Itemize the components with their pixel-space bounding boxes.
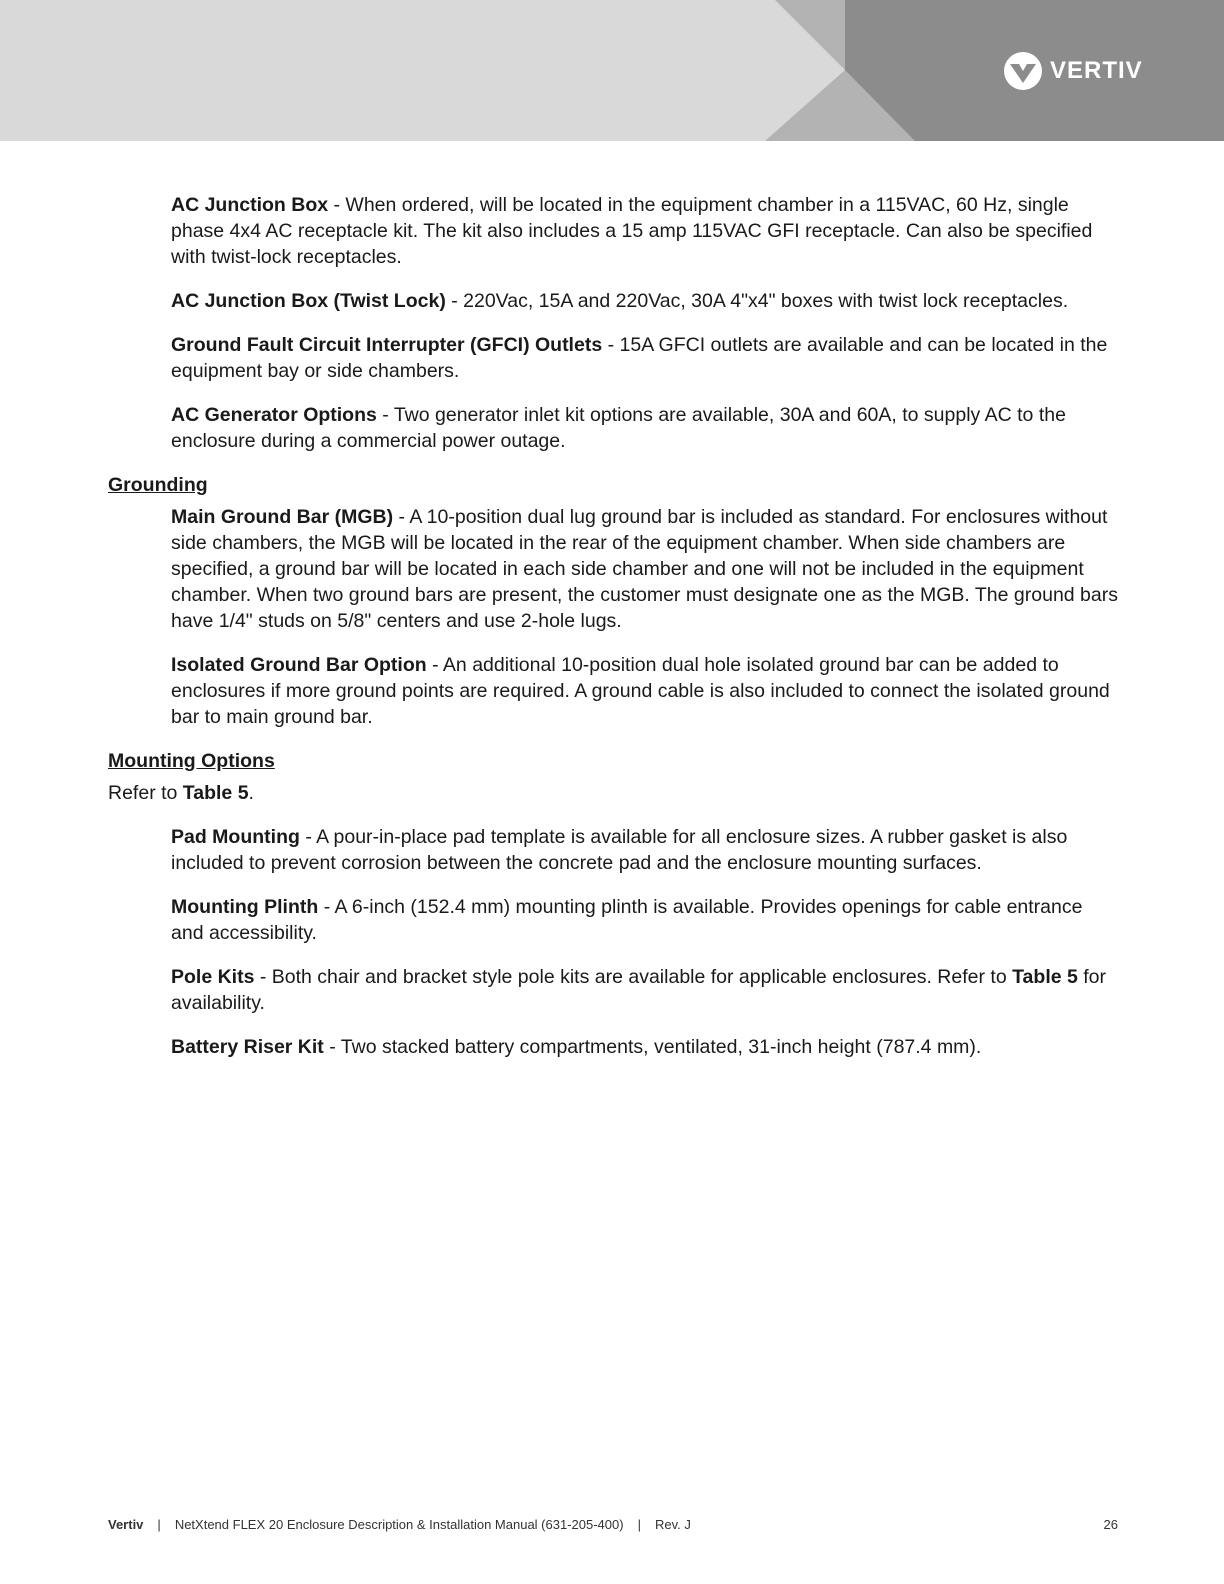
footer-doc-title: NetXtend FLEX 20 Enclosure Description & Installation Manual (631-205-400) [174, 1517, 624, 1532]
item-title: Main Ground Bar (MGB) [171, 506, 394, 528]
page-number: 26 [1103, 1517, 1118, 1532]
logo-text: VERTIV [1050, 57, 1143, 84]
footer-revision: Rev. J [654, 1517, 691, 1532]
vertiv-logo-icon [1004, 52, 1042, 90]
item-pad-mounting [171, 824, 1118, 876]
item-gfci-outlets [171, 332, 1118, 384]
refer-suffix: . [248, 782, 254, 804]
table-5-link[interactable]: Table 5 [1012, 966, 1078, 988]
item-text-suffix: for availability. [171, 966, 1107, 1014]
item-pole-kits [171, 964, 1118, 1016]
item-title: Ground Fault Circuit Interrupter (GFCI) Outlets [171, 334, 603, 356]
refer-line [108, 780, 1118, 806]
item-text: - A pour-in-place pad template is available for all enclosure sizes. A rubber gasket is also included to prevent corrosion between the concrete pad and the enclosure mounting surfaces. [171, 826, 1068, 874]
item-text: - Two stacked battery compartments, ventilated, 31-inch height (787.4 mm). [323, 1036, 982, 1058]
section-heading-grounding: Grounding [108, 474, 208, 496]
item-title: Pole Kits [171, 966, 255, 988]
item-ac-junction-box-twist-lock [171, 288, 1118, 314]
item-text: - When ordered, will be located in the equipment chamber in a 115VAC, 60 Hz, single phase 4x4 AC receptacle kit. The kit also includes a 15 amp 115VAC GFI receptacle. Can also be specified with twist-lock receptacles. [171, 194, 1093, 268]
item-main-ground-bar [171, 504, 1118, 634]
vertiv-logo [1004, 52, 1143, 90]
item-title: AC Junction Box [171, 194, 329, 216]
item-title: AC Generator Options [171, 404, 377, 426]
page-header [0, 0, 1224, 141]
item-text: - A 6-inch (152.4 mm) mounting plinth is available. Provides openings for cable entrance and accessibility. [171, 896, 1083, 944]
item-text: - 220Vac, 15A and 220Vac, 30A 4"x4" boxes with twist lock receptacles. [445, 290, 1069, 312]
item-mounting-plinth [171, 894, 1118, 946]
section-heading-mounting-options: Mounting Options [108, 750, 275, 772]
item-text: - A 10-position dual lug ground bar is included as standard. For enclosures without side chambers, the MGB will be located in the rear of the equipment chamber. When side chambers are specified, a ground bar will be located in each side chamber and one will not be included in the equipment chamber. When two ground bars are present, the customer must designate one as the MGB. The ground bars have 1/4" studs on 5/8" centers and use 2-hole lugs. [171, 506, 1118, 632]
item-battery-riser-kit [171, 1034, 1118, 1060]
footer-separator: | [157, 1517, 161, 1532]
item-title: Pad Mounting [171, 826, 300, 848]
item-title: Mounting Plinth [171, 896, 319, 918]
refer-prefix: Refer to [108, 782, 183, 804]
item-text: - Both chair and bracket style pole kits are available for applicable enclosures. Refer to [254, 966, 1013, 988]
item-title: Isolated Ground Bar Option [171, 654, 427, 676]
item-text: - An additional 10-position dual hole isolated ground bar can be added to enclosures if more ground points are required. A ground cable is also included to connect the isolated ground bar to main ground bar. [171, 654, 1110, 728]
footer-brand: Vertiv [108, 1517, 144, 1532]
footer-separator: | [637, 1517, 641, 1532]
item-isolated-ground-bar [171, 652, 1118, 730]
table-5-link[interactable]: Table 5 [182, 782, 249, 804]
item-text: - Two generator inlet kit options are available, 30A and 60A, to supply AC to the enclosure during a commercial power outage. [171, 404, 1066, 452]
page-footer [108, 1517, 1118, 1532]
item-title: AC Junction Box (Twist Lock) [171, 290, 446, 312]
item-ac-junction-box [171, 192, 1118, 270]
item-ac-generator-options [171, 402, 1118, 454]
item-title: Battery Riser Kit [171, 1036, 324, 1058]
item-text: - 15A GFCI outlets are available and can be located in the equipment bay or side chambers. [171, 334, 1108, 382]
main-content [108, 192, 1118, 1078]
